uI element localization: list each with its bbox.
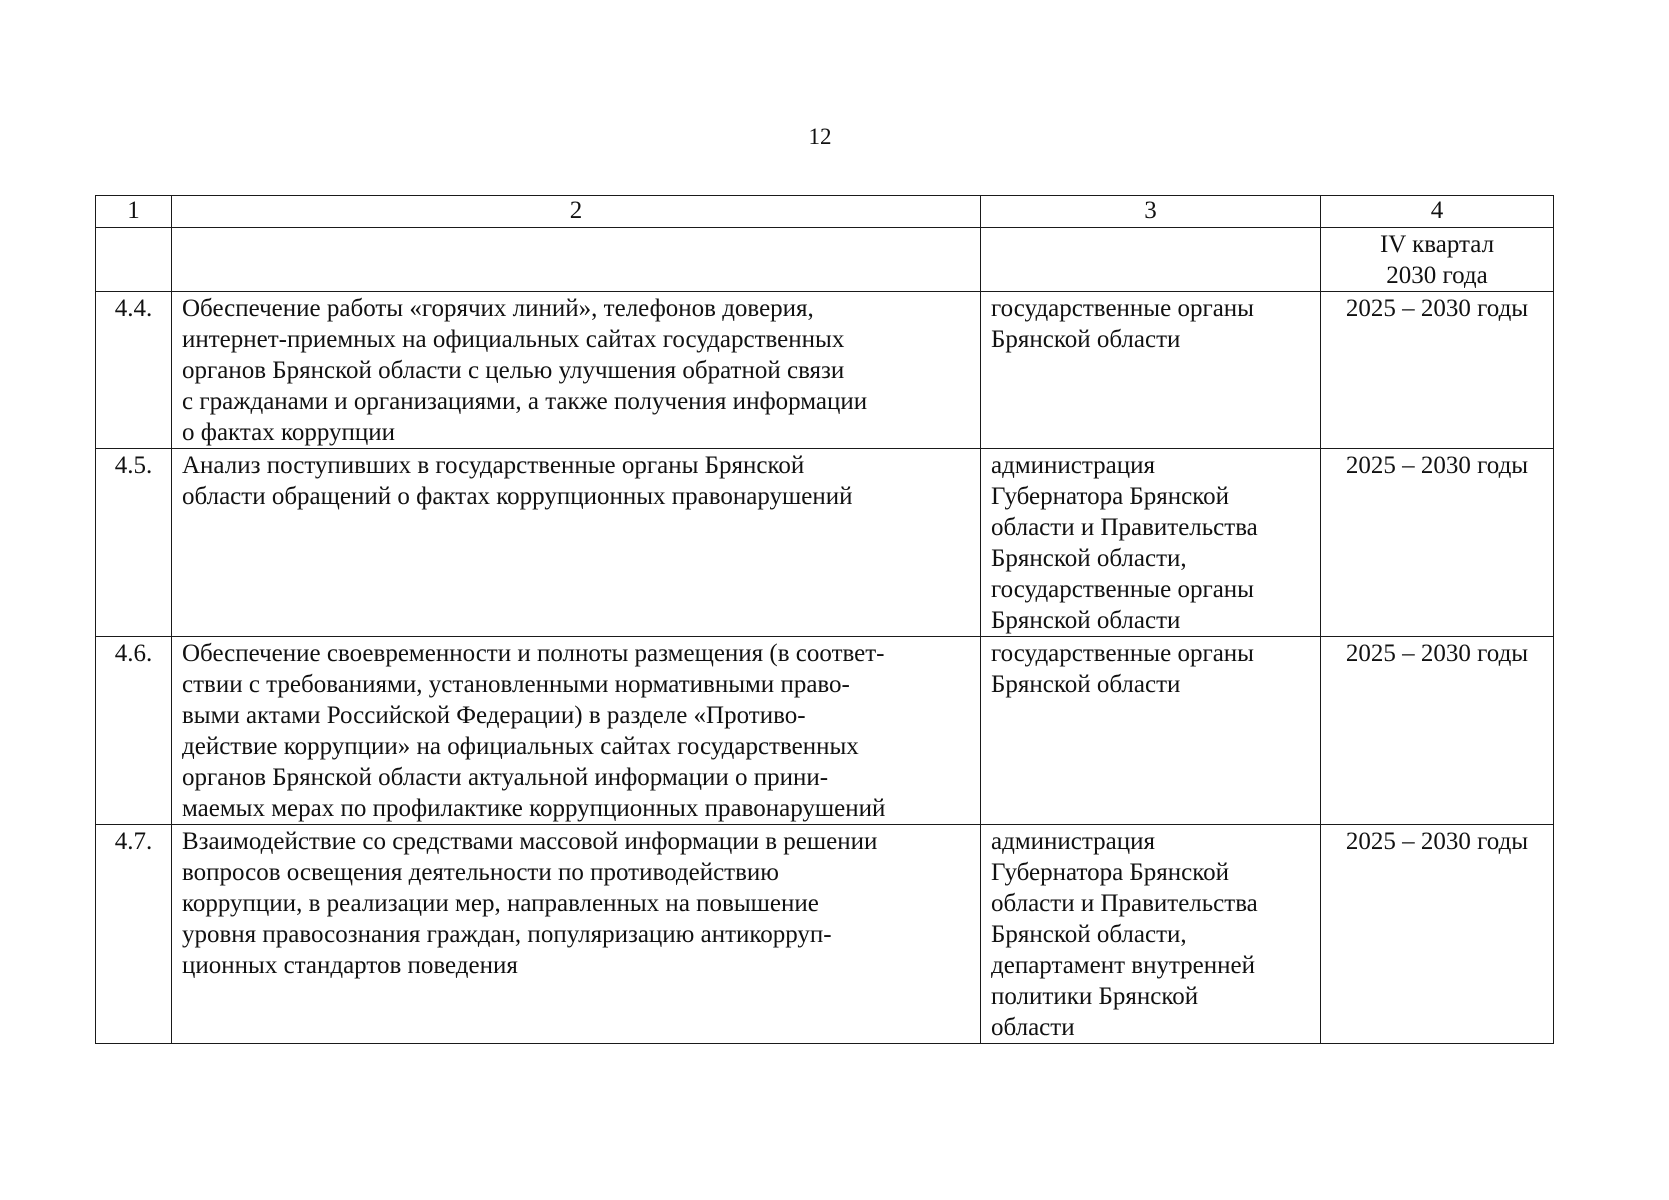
action-line: действие коррупции» на официальных сайтах государственных [182, 733, 859, 760]
action-line: органов Брянской области с целью улучшения обратной связи [182, 357, 845, 384]
responsible-line: Брянской области, [991, 921, 1187, 948]
action-line: органов Брянской области актуальной информации о прини- [182, 764, 829, 791]
responsible-line: администрация [991, 828, 1155, 855]
responsible-line: государственные органы [991, 640, 1254, 667]
action-line: Обеспечение своевременности и полноты размещения (в соответ- [182, 640, 885, 667]
column-number: 2 [172, 196, 981, 228]
action-line: выми актами Российской Федерации) в разделе «Противо- [182, 702, 806, 729]
action-line: маемых мерах по профилактике коррупционных правонарушений [182, 795, 886, 822]
column-number: 3 [981, 196, 1321, 228]
action-line: о фактах коррупции [182, 419, 396, 446]
action-line: ствии с требованиями, установленными нормативными право- [182, 671, 850, 698]
responsible-line: Брянской области [991, 607, 1181, 634]
responsible-line: Брянской области [991, 326, 1181, 353]
action-line: ционных стандартов поведения [182, 952, 518, 979]
action-line: вопросов освещения деятельности по противодействию [182, 859, 779, 886]
responsible-line: Губернатора Брянской [991, 483, 1230, 510]
table-row [96, 449, 1554, 637]
table-row [96, 825, 1554, 1044]
column-number-row [96, 196, 1554, 228]
row-number-cell: 4.5. [96, 449, 172, 637]
period-cell: 2025 – 2030 годы [1321, 449, 1554, 637]
row-number-cell [96, 228, 172, 292]
responsible-line: государственные органы [991, 576, 1254, 603]
row-number-cell: 4.7. [96, 825, 172, 1044]
period-cell: 2025 – 2030 годы [1321, 637, 1554, 825]
column-number: 1 [96, 196, 172, 228]
responsible-line: политики Брянской [991, 983, 1199, 1010]
responsible-cell [981, 228, 1321, 292]
action-cell [172, 449, 981, 637]
period-line: 2030 года [1386, 262, 1488, 289]
action-line: коррупции, в реализации мер, направленных на повышение [182, 890, 819, 917]
action-line: интернет-приемных на официальных сайтах государственных [182, 326, 845, 353]
responsible-line: Брянской области, [991, 545, 1187, 572]
action-cell [172, 228, 981, 292]
column-number: 4 [1321, 196, 1554, 228]
action-cell [172, 292, 981, 449]
table-row [96, 228, 1554, 292]
action-line: области обращений о фактах коррупционных правонарушений [182, 483, 853, 510]
measures-table [95, 195, 1554, 1044]
action-cell [172, 825, 981, 1044]
responsible-line: области [991, 1014, 1075, 1041]
page-number: 12 [808, 124, 832, 149]
period-cell: 2025 – 2030 годы [1321, 292, 1554, 449]
responsible-cell [981, 637, 1321, 825]
responsible-line: области и Правительства [991, 890, 1258, 917]
responsible-line: Губернатора Брянской [991, 859, 1230, 886]
responsible-line: администрация [991, 452, 1155, 479]
responsible-line: Брянской области [991, 671, 1181, 698]
action-cell [172, 637, 981, 825]
row-number-cell: 4.4. [96, 292, 172, 449]
period-line: IV квартал [1379, 231, 1495, 258]
table-row [96, 637, 1554, 825]
table-row [96, 292, 1554, 449]
row-number-cell: 4.6. [96, 637, 172, 825]
period-cell: 2025 – 2030 годы [1321, 825, 1554, 1044]
responsible-cell [981, 825, 1321, 1044]
period-cell [1321, 228, 1554, 292]
action-line: Обеспечение работы «горячих линий», телефонов доверия, [182, 295, 814, 322]
responsible-cell [981, 449, 1321, 637]
responsible-line: государственные органы [991, 295, 1254, 322]
responsible-line: области и Правительства [991, 514, 1258, 541]
action-line: с гражданами и организациями, а также получения информации [182, 388, 868, 415]
responsible-line: департамент внутренней [991, 952, 1256, 979]
action-line: Анализ поступивших в государственные органы Брянской [182, 452, 805, 479]
action-line: уровня правосознания граждан, популяризацию антикорруп- [182, 921, 832, 948]
responsible-cell [981, 292, 1321, 449]
action-line: Взаимодействие со средствами массовой информации в решении [182, 828, 878, 855]
